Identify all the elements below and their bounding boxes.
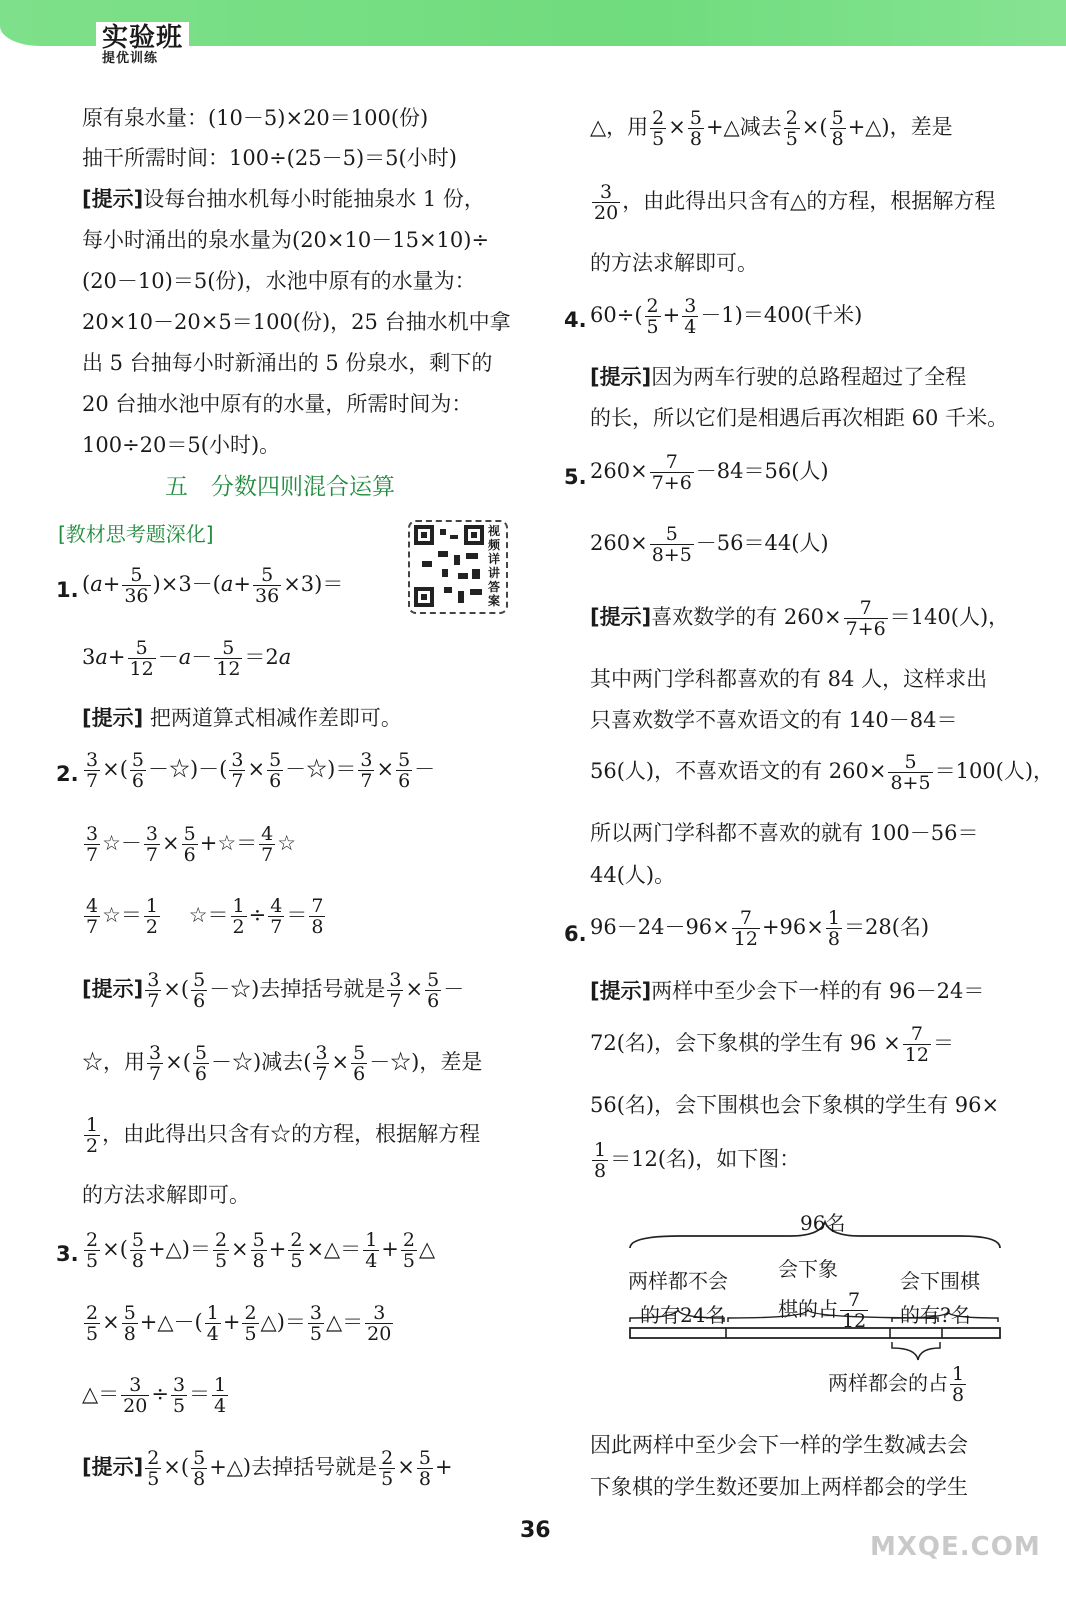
brand-subtitle: 提优训练: [102, 51, 159, 66]
diagram-label: 棋的占 $\frac{7}{12}$: [778, 1289, 867, 1332]
diagram-label: 两样都不会: [628, 1269, 728, 1293]
math-line: 96－24－96× $\frac{7}{12}$ +96× $\frac{1}{8}$ ＝28(名): [590, 907, 930, 950]
hint-line: [提示] $\frac{3}{7}$ ×( $\frac{5}{6}$ －☆)去掉括号就是 $\frac{3}{7}$ × $\frac{5}{6}$ －: [82, 969, 465, 1012]
text-line: 100÷20＝5(小时)。: [82, 433, 281, 457]
math-line: △＝ $\frac{3}{20}$ ÷ $\frac{3}{5}$ ＝ $\frac{1}{4}$: [82, 1374, 227, 1417]
section-title: 五 分数四则混合运算: [165, 474, 395, 500]
text-line: 抽干所需时间：100÷(25－5)＝5(小时): [82, 146, 457, 170]
subsection-title: [教材思考题深化]: [58, 522, 214, 546]
math-line: ☆，用 $\frac{3}{7}$ ×( $\frac{5}{6}$ －☆)减去( $\frac{3}{7}$ × $\frac{5}{6}$ －☆)，差是: [82, 1042, 483, 1085]
math-line: 60÷( $\frac{2}{5}$ + $\frac{3}{4}$ －1)＝400(千米): [590, 295, 863, 338]
diagram-label: 会下围棋: [900, 1269, 980, 1293]
hint-line: [提示]两样中至少会下一样的有 96－24＝: [590, 979, 985, 1003]
hint-line: [提示]因为两车行驶的总路程超过了全程: [590, 365, 967, 389]
text-line: 44(人)。: [590, 863, 676, 887]
text-line: 其中两门学科都喜欢的有 84 人，这样求出: [590, 667, 988, 691]
qr-pattern-icon: [414, 525, 486, 609]
question-number: 6.: [564, 922, 587, 946]
text-line: 下象棋的学生数还要加上两样都会的学生: [590, 1475, 968, 1499]
brand-logo: [96, 22, 189, 70]
math-line: 72(名)，会下象棋的学生有 96 × $\frac{7}{12}$ ＝: [590, 1023, 954, 1066]
page-number: 36: [520, 1518, 551, 1543]
hint-line: [提示] 把两道算式相减作差即可。: [82, 706, 402, 730]
hint-line: [提示] $\frac{2}{5}$ ×( $\frac{5}{8}$ +△)去掉括号就是 $\frac{2}{5}$ × $\frac{5}{8}$ +: [82, 1447, 453, 1490]
question-number: 2.: [56, 762, 79, 786]
text-line: 因此两样中至少会下一样的学生数减去会: [590, 1433, 968, 1457]
watermark: MXQE.COM: [870, 1532, 1041, 1562]
hint-line: [82, 184, 485, 214]
math-line: 260× $\frac{7}{7+6}$ －84＝56(人): [590, 451, 829, 494]
brand-title: 实验班: [102, 23, 184, 53]
text-line: 56(名)，会下围棋也会下象棋的学生有 96×: [590, 1093, 1000, 1117]
text-line: 每小时涌出的泉水量为(20×10－15×10)÷: [82, 228, 490, 252]
text-line: 20×10－20×5＝100(份)，25 台抽水机中拿: [82, 310, 511, 334]
qr-code[interactable]: [408, 520, 508, 614]
hint-text: 设每台抽水机每小时能抽泉水 1 份，: [143, 187, 485, 211]
hint-line: [提示]喜欢数学的有 260× $\frac{7}{7+6}$ ＝140(人)，: [590, 597, 1010, 640]
math-line: $\frac{1}{8}$ ＝12(名)，如下图：: [594, 1139, 801, 1182]
text-line: 20 台抽水池中原有的水量，所需时间为：: [82, 392, 473, 416]
math-line: $\frac{2}{5}$ × $\frac{5}{8}$ +△－( $\frac{1}{4}$ + $\frac{2}{5}$ △)＝ $\frac{3}{5}$ △＝ $\frac{3}{20}$: [86, 1302, 392, 1345]
text-line: (20－10)＝5(份)，水池中原有的水量为：: [82, 269, 476, 293]
text-line: 原有泉水量：(10－5)×20＝100(份): [82, 106, 429, 130]
math-line: $\frac{4}{7}$ ☆＝ $\frac{1}{2}$ ☆＝ $\frac{1}{2}$ ÷ $\frac{4}{7}$ ＝ $\frac{7}{8}$: [86, 895, 324, 938]
math-line: 3a+ $\frac{5}{12}$ －a－ $\frac{5}{12}$ ＝2a: [82, 637, 292, 680]
math-line: $\frac{1}{2}$ ，由此得出只含有☆的方程，根据解方程: [86, 1114, 481, 1157]
math-line: $\frac{3}{7}$ ×( $\frac{5}{6}$ －☆)－( $\frac{3}{7}$ × $\frac{5}{6}$ －☆)＝ $\frac{3}{7}$ × $\frac{5}{6}$ －: [86, 749, 436, 792]
diagram-label: 的有?名: [900, 1303, 971, 1327]
text-line: 的长，所以它们是相遇后再次相距 60 千米。: [590, 406, 1009, 430]
math-line: $\frac{2}{5}$ ×( $\frac{5}{8}$ +△)＝ $\frac{2}{5}$ × $\frac{5}{8}$ + $\frac{2}{5}$ ×△＝ $\frac{1}{4}$ + $\frac{2}{5}$ △: [86, 1229, 436, 1272]
text-line: 的方法求解即可。: [590, 251, 758, 275]
brace-both: [892, 1342, 940, 1360]
diagram-label: 的有24名: [640, 1303, 726, 1327]
math-line: $\frac{3}{20}$ ，由此得出只含有△的方程，根据解方程: [594, 181, 996, 224]
question-number: 1.: [56, 578, 79, 602]
text-line: 的方法求解即可。: [82, 1183, 250, 1207]
text-line: 只喜欢数学不喜欢语文的有 140－84＝: [590, 708, 958, 732]
math-line: 56(人)，不喜欢语文的有 260× $\frac{5}{8+5}$ ＝100(人)，: [590, 751, 1055, 794]
qr-label: 视频详讲答案: [488, 524, 501, 608]
question-number: 5.: [564, 465, 587, 489]
math-line: (a+ $\frac{5}{36}$ )×3－(a+ $\frac{5}{36}$ ×3)＝: [82, 564, 344, 607]
math-line: $\frac{3}{7}$ ☆－ $\frac{3}{7}$ × $\frac{5}{6}$ +☆＝ $\frac{4}{7}$ ☆: [86, 823, 297, 866]
math-line: △，用 $\frac{2}{5}$ × $\frac{5}{8}$ +△减去 $\frac{2}{5}$ ×( $\frac{5}{8}$ +△)，差是: [590, 107, 953, 150]
hint-tag: [提示]: [82, 187, 144, 211]
question-number: 4.: [564, 308, 587, 332]
text-line: 出 5 台抽每小时新涌出的 5 份泉水，剩下的: [82, 351, 493, 375]
question-number: 3.: [56, 1242, 79, 1266]
text-line: 所以两门学科都不喜欢的就有 100－56＝: [590, 821, 979, 845]
math-line: 260× $\frac{5}{8+5}$ －56＝44(人): [590, 523, 829, 566]
diagram-label: 会下象: [778, 1257, 838, 1281]
diagram-label: 两样都会的占 $\frac{1}{8}$: [828, 1363, 965, 1406]
diagram-total-label: 96名: [800, 1211, 846, 1235]
